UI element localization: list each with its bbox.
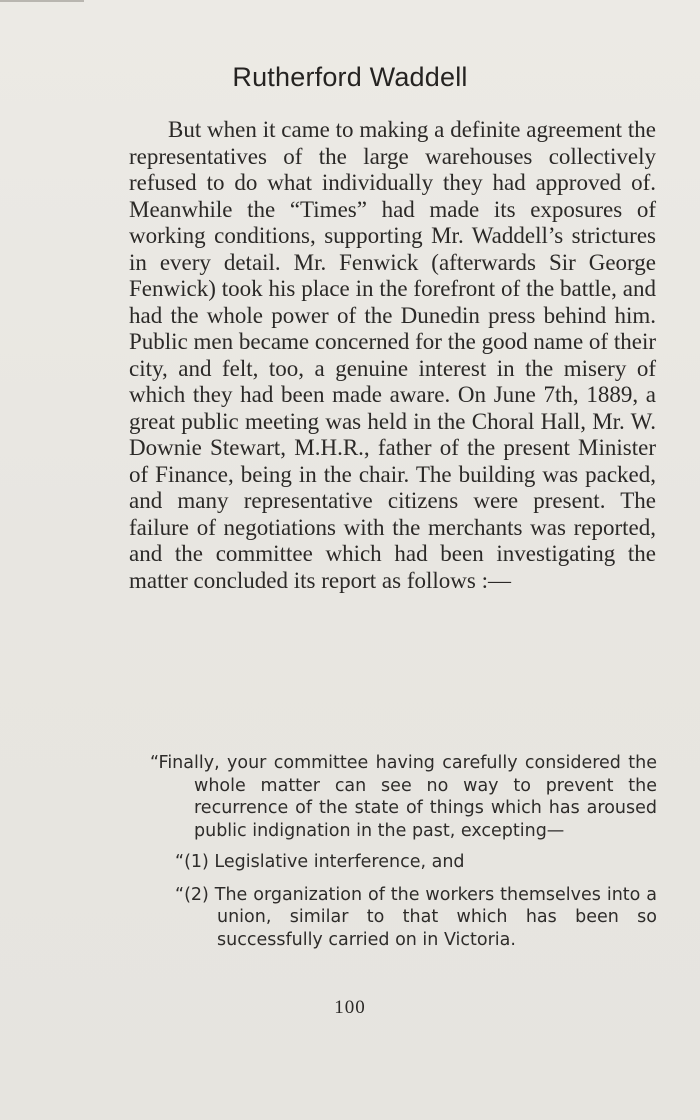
quote-item-1: “(1) Legislative interference, and [175, 852, 465, 872]
block-quote [150, 752, 657, 951]
top-edge-rule [0, 0, 84, 2]
quote-item-2: “(2) The organization of the workers themselves into a union, similar to that which has been so successfully carried on in Victoria. [175, 884, 657, 950]
quote-paragraph: “Finally, your committee having carefully considered the whole matter can see no way to prevent the recurrence of the state of things which has aroused public indignation in the past, excepting— [150, 753, 657, 841]
running-head: Rutherford Waddell [232, 62, 468, 92]
main-paragraph: But when it came to making a definite agreement the representatives of the large warehouses collectively refused to do what individually they had approved of. Meanwhile the “Times” had made its exposures of working conditions, supporting Mr. Waddell’s strictures in every detail. Mr. Fenwick (afterwards Sir George Fenwick) took his place in the forefront of the battle, and had the whole power of the Dunedin press behind him. Public men became concerned for the good name of their city, and felt, too, a genuine interest in the misery of which they had been made aware. On June 7th, 1889, a great public meeting was held in the Choral Hall, Mr. W. Downie Stewart, M.H.R., father of the present Minister of Finance, being in the chair. The building was packed, and many representative citizens were present. The failure of negotiations with the merchants was reported, and the committee which had been investigating the matter concluded its report as follows :— [129, 117, 656, 593]
page-number: 100 [334, 997, 366, 1018]
body-text [129, 117, 656, 594]
